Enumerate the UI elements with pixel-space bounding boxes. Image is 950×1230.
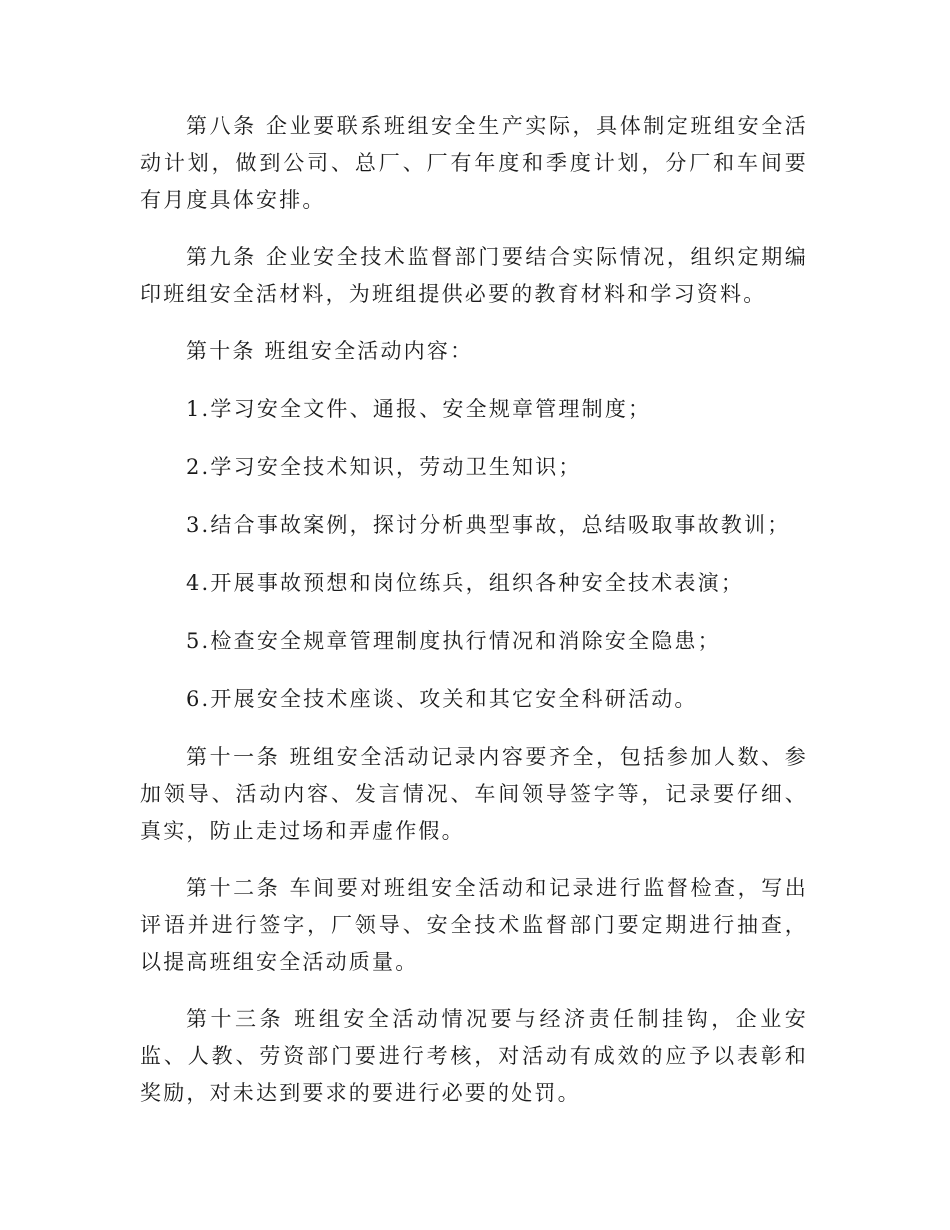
list-item-2: 2.学习安全技术知识，劳动卫生知识； bbox=[186, 455, 582, 479]
list-item-5: 5.检查安全规章管理制度执行情况和消除安全隐患； bbox=[186, 629, 721, 653]
list-item-3: 3.结合事故案例，探讨分析典型事故，总结吸取事故教训； bbox=[186, 513, 791, 537]
article-13-paragraph: 第十三条 班组安全活动情况要与经济责任制挂钩，企业安监、人教、劳资部门要进行考核，对活动有成效的应予以表彰和奖励，对未达到要求的要进行必要的处罚。 bbox=[140, 1007, 808, 1105]
article-11-paragraph: 第十一条 班组安全活动记录内容要齐全，包括参加人数、参加领导、活动内容、发言情况、车间领导签字等，记录要仔细、真实，防止走过场和弄虚作假。 bbox=[140, 745, 808, 843]
list-item-1: 1.学习安全文件、通报、安全规章管理制度； bbox=[186, 397, 652, 421]
article-9-paragraph: 第九条 企业安全技术监督部门要结合实际情况，组织定期编印班组安全活材料，为班组提供必要的教育材料和学习资料。 bbox=[140, 245, 808, 306]
article-12-paragraph: 第十二条 车间要对班组安全活动和记录进行监督检查，写出评语并进行签字，厂领导、安全技术监督部门要定期进行抽查，以提高班组安全活动质量。 bbox=[140, 876, 808, 974]
list-item-6: 6.开展安全技术座谈、攻关和其它安全科研活动。 bbox=[186, 687, 698, 711]
list-item-4: 4.开展事故预想和岗位练兵，组织各种安全技术表演； bbox=[186, 571, 745, 595]
document-body bbox=[140, 108, 808, 1132]
article-10-heading: 第十条 班组安全活动内容： bbox=[186, 339, 474, 363]
article-8-paragraph: 第八条 企业要联系班组安全生产实际，具体制定班组安全活动计划，做到公司、总厂、厂有年度和季度计划，分厂和车间要有月度具体安排。 bbox=[140, 114, 808, 212]
